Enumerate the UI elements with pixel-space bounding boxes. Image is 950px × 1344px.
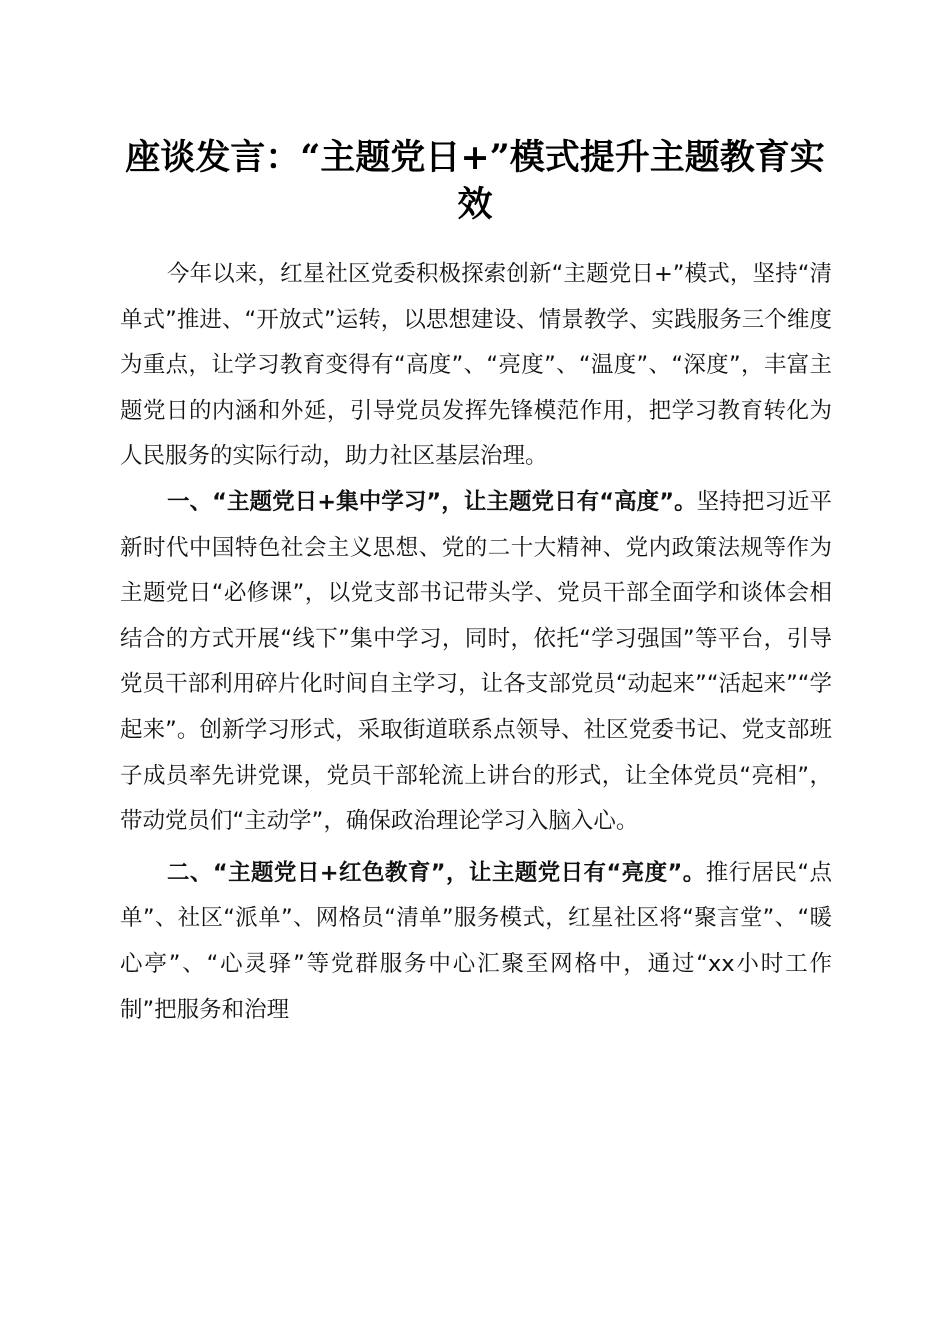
paragraph-section-1 [120, 480, 832, 845]
document-title: 座谈发言：“主题党日+”模式提升主题教育实效 [125, 137, 825, 225]
section-heading-1: 一、“主题党日+集中学习”，让主题党日有“高度”。 [167, 488, 697, 515]
paragraph-text: 推行居民“点单”、社区“派单”、网格员“清单”服务模式，红星社区将“聚言堂”、“暖心亭”、“心灵驿”等党群服务中心汇聚至网格中，通过“xx小时工作制”把服务和治理 [120, 859, 832, 1023]
section-heading-2: 二、“主题党日+红色教育”，让主题党日有“亮度”。 [167, 859, 706, 886]
paragraph-intro [120, 252, 832, 480]
document-body [120, 252, 832, 1033]
paragraph-text: 今年以来，红星社区党委积极探索创新“主题党日+”模式，坚持“清单式”推进、“开放式”运转，以思想建设、情景教学、实践服务三个维度为重点，让学习教育变得有“高度”、“亮度”、“温度”、“深度”，丰富主题党日的内涵和外延，引导党员发挥先锋模范作用，把学习教育转化为人民服务的实际行动，助力社区基层治理。 [120, 261, 832, 470]
paragraph-section-2 [120, 851, 832, 1033]
paragraph-text: 坚持把习近平新时代中国特色社会主义思想、党的二十大精神、党内政策法规等作为主题党日“必修课”，以党支部书记带头学、党员干部全面学和谈体会相结合的方式开展“线下”集中学习，同时，依托“学习强国”等平台，引导党员干部利用碎片化时间自主学习，让各支部党员“动起来”“活起来”“学起来”。创新学习形式，采取街道联系点领导、社区党委书记、党支部班子成员率先讲党课，党员干部轮流上讲台的形式，让全体党员“亮相”，带动党员们“主动学”，确保政治理论学习入脑入心。 [120, 488, 832, 835]
